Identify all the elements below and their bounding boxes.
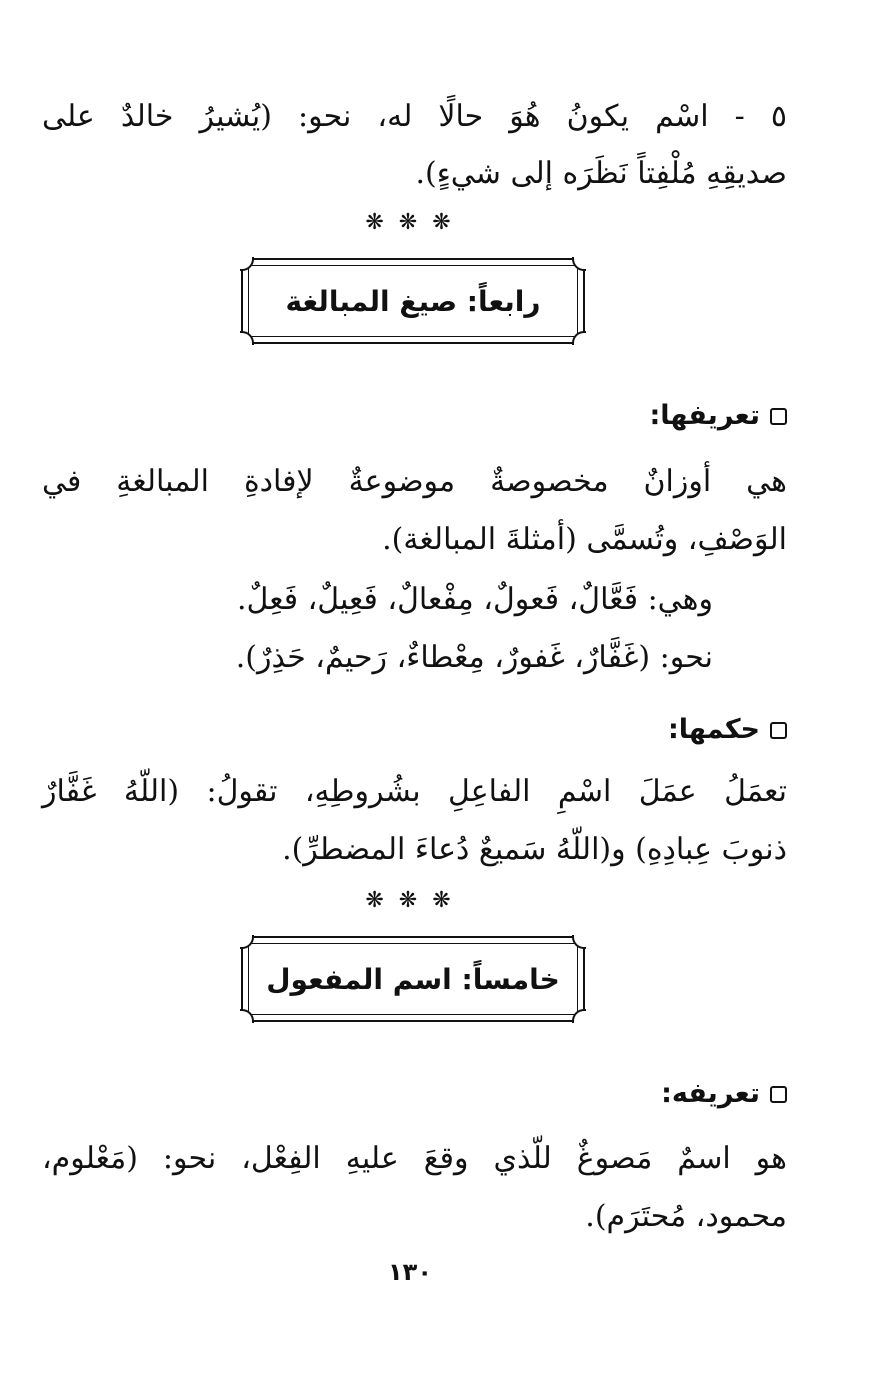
section4-forms-line: وهي: فَعَّالٌ، فَعولٌ، مِفْعالٌ، فَعِيلٌ، فَعِلٌ.	[236, 582, 713, 617]
section4-ruling-heading	[668, 710, 787, 750]
section5-definition-line1: هو اسمٌ مَصوغٌ للّذي وقعَ عليهِ الفِعْل، نحو: (مَعْلوم،	[42, 1141, 787, 1176]
section5-definition-line2: محمود، مُحتَرَم).	[585, 1199, 787, 1234]
separator-ornament: ❋ ❋ ❋	[365, 210, 455, 235]
section5-title-frame	[241, 936, 585, 1022]
section4-title: رابعاً: صيغ المبالغة	[285, 284, 541, 318]
item5-line2: صديقِهِ مُلْفِتاً نَظَرَه إلى شيءٍ).	[415, 156, 787, 191]
page-number: ١٣٠	[388, 1258, 432, 1286]
section4-ruling-line2: ذنوبَ عِبادِهِ) و(اللّهُ سَميعٌ دُعاءَ المضطرِّ).	[282, 832, 787, 867]
section5-definition-heading-label: تعريفه:	[661, 1078, 760, 1109]
separator-ornament: ❋ ❋ ❋	[365, 888, 455, 913]
section4-definition-line1: هي أوزانٌ مخصوصةٌ موضوعةٌ لإفادةِ المبالغةِ في	[42, 464, 787, 499]
checkbox-bullet-icon	[770, 722, 787, 739]
section5-definition-heading	[661, 1074, 787, 1114]
item5-line1: ٥ - اسْم يكونُ هُوَ حالًا له، نحو: (يُشيرُ خالدٌ على	[42, 99, 787, 134]
section4-definition-heading	[649, 396, 787, 436]
section5-title: خامساً: اسم المفعول	[266, 962, 560, 996]
section4-examples-line: نحو: (غَفَّارٌ، غَفورٌ، مِعْطاءٌ، رَحيمٌ، حَذِرٌ).	[235, 640, 713, 675]
checkbox-bullet-icon	[770, 408, 787, 425]
section4-title-frame	[241, 258, 585, 344]
section4-ruling-heading-label: حكمها:	[667, 714, 760, 745]
section4-ruling-line1: تعمَلُ عمَلَ اسْمِ الفاعِلِ بشُروطِهِ، تقولُ: (اللّهُ غَفَّارٌ	[42, 774, 787, 809]
checkbox-bullet-icon	[770, 1086, 787, 1103]
section4-definition-line2: الوَصْفِ، وتُسمَّى (أمثلةَ المبالغة).	[382, 522, 787, 557]
section4-definition-heading-label: تعريفها:	[649, 400, 760, 431]
